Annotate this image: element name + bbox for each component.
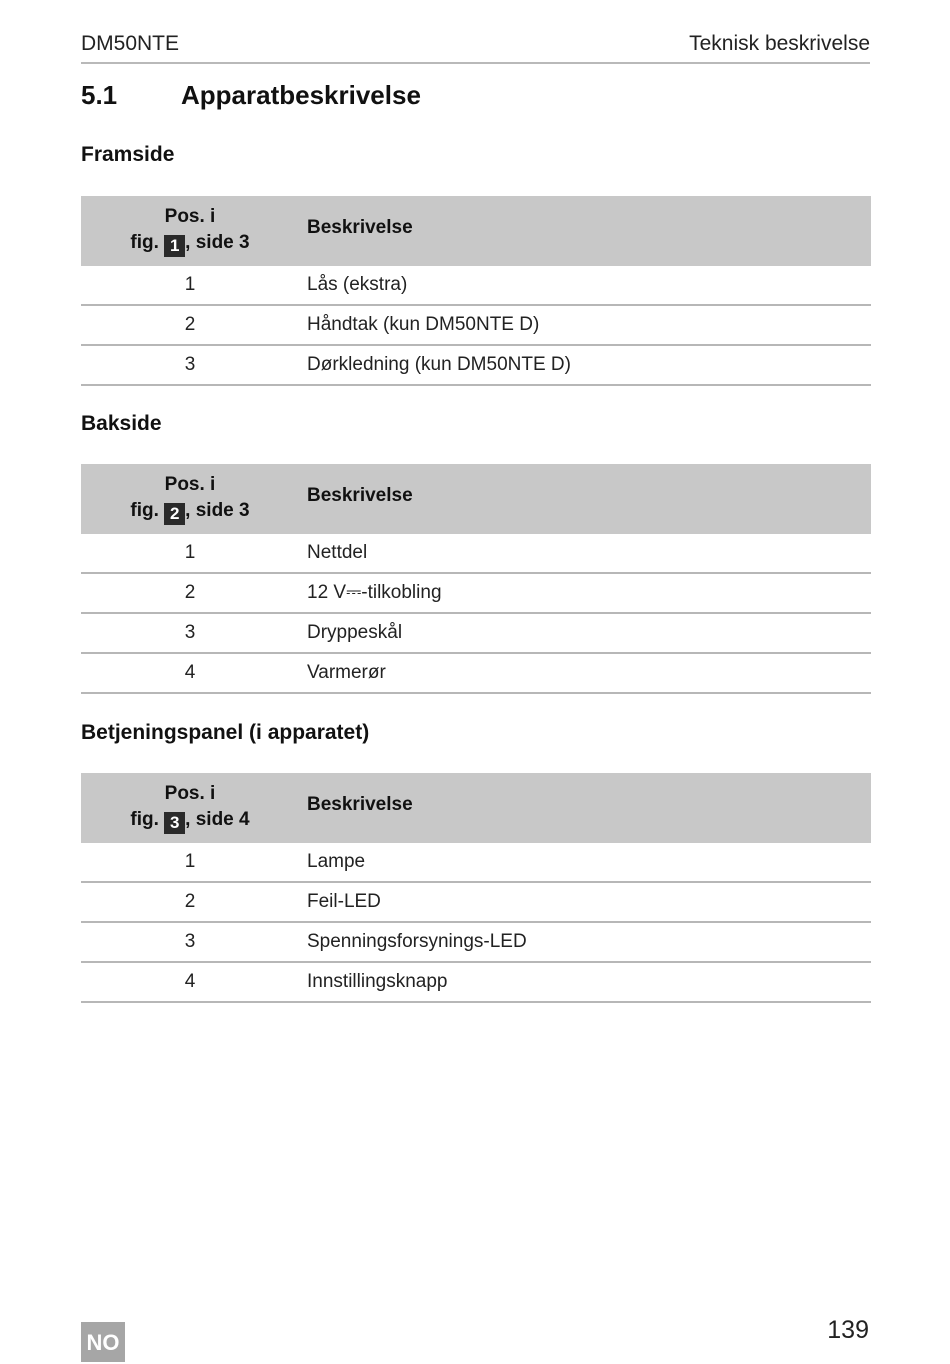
pos-column-header <box>81 472 299 525</box>
row-pos: 1 <box>184 274 196 295</box>
pos-header-line1: Pos. i <box>164 474 216 495</box>
section-title-text: Apparatbeskrivelse <box>181 80 421 110</box>
table-header <box>81 196 871 266</box>
table-row <box>81 306 871 346</box>
table-row <box>81 534 871 574</box>
row-pos: 1 <box>184 851 196 872</box>
row-desc: Lås (ekstra) <box>307 274 408 295</box>
fig-page-ref: , side 3 <box>185 232 250 253</box>
row-pos: 1 <box>184 542 196 563</box>
table-heading-front: Framside <box>81 143 175 166</box>
table-row <box>81 614 871 654</box>
fig-number-badge: 3 <box>164 812 185 834</box>
row-desc: Nettdel <box>307 542 368 563</box>
page-number: 139 <box>827 1316 869 1344</box>
table-heading-back: Bakside <box>81 412 162 435</box>
row-desc: Håndtak (kun DM50NTE D) <box>307 314 540 335</box>
row-pos: 2 <box>184 891 196 912</box>
row-desc: 12 V⎓-tilkobling <box>307 582 442 603</box>
pos-header-line1: Pos. i <box>164 206 216 227</box>
desc-column-header: Beskrivelse <box>307 485 413 506</box>
row-desc: Feil-LED <box>307 891 381 912</box>
fig-number-badge: 1 <box>164 235 185 257</box>
fig-page-ref: , side 3 <box>185 500 250 521</box>
row-pos: 3 <box>184 354 196 375</box>
fig-number-badge: 2 <box>164 503 185 525</box>
table-row <box>81 843 871 883</box>
row-pos: 4 <box>184 662 196 683</box>
table-heading-control-panel: Betjeningspanel (i apparatet) <box>81 721 370 744</box>
pos-column-header <box>81 781 299 834</box>
fig-prefix: fig. <box>130 809 159 830</box>
table-row <box>81 883 871 923</box>
row-desc: Dryppeskål <box>307 622 403 643</box>
fig-page-ref: , side 4 <box>185 809 250 830</box>
row-desc: Innstillingsknapp <box>307 971 448 992</box>
table-header <box>81 464 871 534</box>
pos-header-line2 <box>81 498 299 525</box>
row-pos: 4 <box>184 971 196 992</box>
row-desc: Dørkledning (kun DM50NTE D) <box>307 354 571 375</box>
table-row <box>81 266 871 306</box>
table-row <box>81 654 871 694</box>
table-row <box>81 346 871 386</box>
row-desc: Varmerør <box>307 662 386 683</box>
row-desc: Lampe <box>307 851 366 872</box>
fig-prefix: fig. <box>130 500 159 521</box>
desc-column-header: Beskrivelse <box>307 794 413 815</box>
header-chapter: Teknisk beskrivelse <box>689 32 870 55</box>
table-control-panel <box>81 773 871 1003</box>
section-number: 5.1 <box>81 80 118 110</box>
table-header <box>81 773 871 843</box>
language-badge: NO <box>81 1322 125 1362</box>
pos-header-line1: Pos. i <box>164 783 216 804</box>
pos-header-line2 <box>81 230 299 257</box>
row-desc: Spenningsforsynings-LED <box>307 931 527 952</box>
row-pos: 3 <box>184 622 196 643</box>
fig-prefix: fig. <box>130 232 159 253</box>
row-pos: 3 <box>184 931 196 952</box>
table-row <box>81 963 871 1003</box>
table-row <box>81 923 871 963</box>
running-header <box>81 30 870 64</box>
pos-column-header <box>81 204 299 257</box>
row-pos: 2 <box>184 314 196 335</box>
table-back <box>81 464 871 694</box>
desc-column-header: Beskrivelse <box>307 217 413 238</box>
row-pos: 2 <box>184 582 196 603</box>
pos-header-line2 <box>81 807 299 834</box>
header-model: DM50NTE <box>81 32 180 55</box>
table-front <box>81 196 871 386</box>
table-row <box>81 574 871 614</box>
